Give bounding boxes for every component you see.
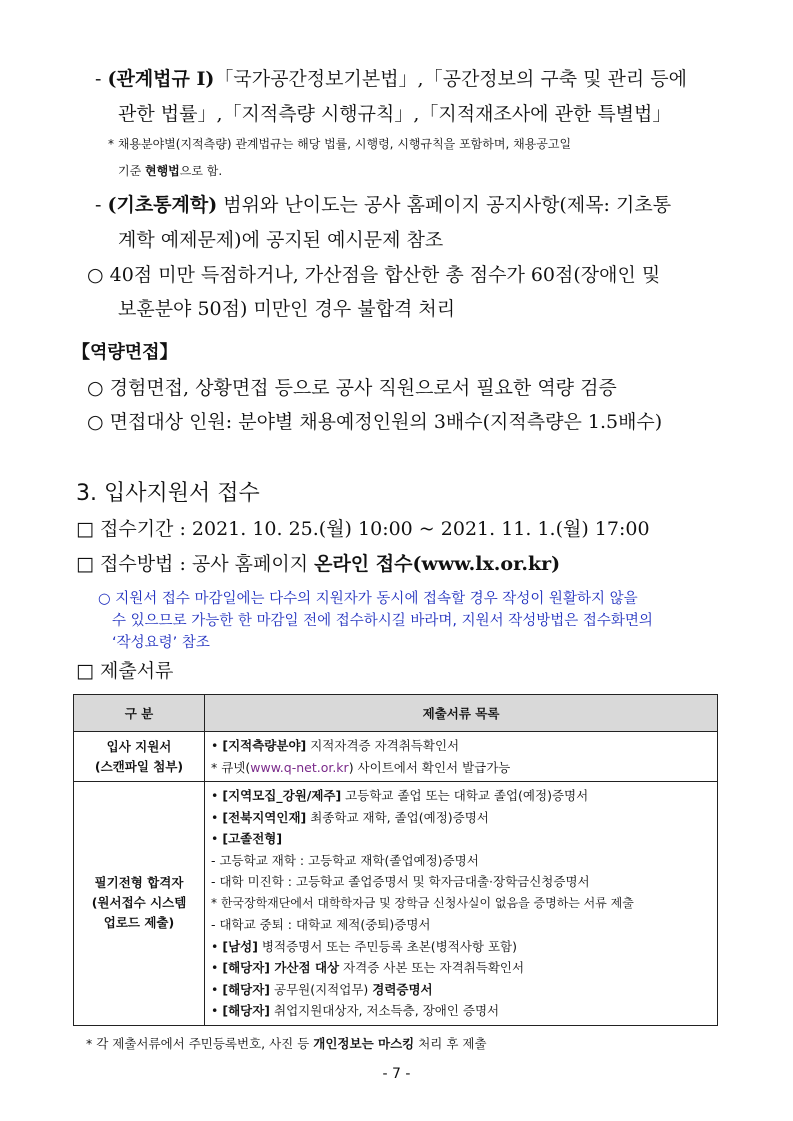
laws-line-2: 관한 법률」,「지적측량 시행규칙」,「지적재조사에 관한 특별법」 — [118, 103, 672, 125]
category-written-pass: 필기전형 합격자 (원서접수 시스템 업로드 제출) — [74, 782, 205, 1026]
online-application-link[interactable]: 온라인 접수(www.lx.or.kr) — [314, 553, 561, 575]
laws-note-1: * 채용분야별(지적측량) 관계법규는 해당 법률, 시행령, 시행규칙을 포함하며, 채용공고일 — [108, 137, 572, 151]
notice-line-2: 수 있으므로 가능한 한 마감일 전에 접수하시길 바라며, 지원서 작성방법은 접수화면의 — [112, 613, 653, 629]
current-law-emphasis: 현행법 — [145, 164, 180, 178]
docs-heading: □ 제출서류 — [76, 660, 174, 682]
list-item: * 큐넷(www.q-net.or.kr) 사이트에서 확인서 발급가능 — [211, 759, 511, 775]
interview-bullet-2: ○ 면접대상 인원: 분야별 채용예정인원의 3배수(지적측량은 1.5배수) — [87, 411, 663, 433]
section-title: 3. 입사지원서 접수 — [76, 481, 260, 506]
written-pass-items — [205, 782, 718, 1026]
list-item: - 대학 미진학 : 고등학교 졸업증명서 및 학자금대출·장학금신청증명서 — [211, 874, 590, 889]
laws-text: 「국가공간정보기본법」,「공간정보의 구축 및 관리 등에 — [214, 68, 688, 90]
documents-table — [73, 694, 718, 1026]
list-item: • [해당자] 공무원(지적업무) 경력증명서 — [211, 981, 433, 997]
list-item: • [해당자] 가산점 대상 자격증 사본 또는 자격취득확인서 — [211, 960, 525, 975]
laws-label: (관계법규 I) — [107, 68, 215, 90]
notice-line-3: ‘작성요령’ 참조 — [112, 635, 210, 651]
list-item: • [남성] 병적증명서 또는 주민등록 초본(병적사항 포함) — [211, 938, 517, 954]
notice-line-1: ○ 지원서 접수 마감일에는 다수의 지원자가 동시에 접속할 경우 작성이 원활하지 않을 — [98, 591, 638, 607]
method-line: □ 접수방법 : 공사 홈페이지 온라인 접수(www.lx.or.kr) — [76, 553, 561, 575]
list-item: • [전북지역인재] 최종학교 재학, 졸업(예정)증명서 — [211, 809, 489, 825]
category-application: 입사 지원서 (스캔파일 첨부) — [74, 732, 205, 782]
table-row — [74, 782, 718, 1026]
period-line: □ 접수기간 : 2021. 10. 25.(월) 10:00 ~ 2021. 11. 1.(월) 17:00 — [76, 518, 650, 540]
list-item: • [해당자] 취업지원대상자, 저소득층, 장애인 증명서 — [211, 1003, 500, 1018]
fail-line-2: 보훈분야 50점) 미만인 경우 불합격 처리 — [118, 298, 456, 320]
masking-emphasis: 개인정보는 마스킹 — [313, 1036, 415, 1051]
interview-heading: 【역량면접】 — [72, 342, 178, 363]
table-header-row — [74, 695, 718, 732]
header-document-list: 제출서류 목록 — [205, 695, 718, 732]
list-item: - 고등학교 재학 : 고등학교 재학(졸업예정)증명서 — [211, 852, 479, 868]
table-row — [74, 732, 718, 782]
laws-note-2: 기준 현행법으로 함. — [118, 164, 223, 178]
fail-line-1: ○ 40점 미만 득점하거나, 가산점을 합산한 총 점수가 60점(장애인 및 — [87, 264, 661, 286]
header-category: 구 분 — [74, 695, 205, 732]
application-items — [205, 732, 718, 782]
laws-line-1 — [95, 64, 687, 91]
interview-bullet-1: ○ 경험면접, 상황면접 등으로 공사 직원으로서 필요한 역량 검증 — [87, 377, 617, 399]
list-item: • [지적측량분야] 지적자격증 자격취득확인서 — [211, 738, 460, 753]
table-footnote: * 각 제출서류에서 주민등록번호, 사진 등 개인정보는 마스킹 처리 후 제출 — [86, 1036, 487, 1051]
page-number: - 7 - — [382, 1066, 411, 1082]
list-item: * 한국장학재단에서 대학학자금 및 장학금 신청사실이 없음을 증명하는 서류 제출 — [211, 895, 634, 910]
list-item: • [고졸전형] — [211, 831, 283, 846]
stat-label: (기초통계학) — [107, 194, 218, 216]
dash: - — [95, 68, 108, 90]
qnet-link[interactable]: www.q-net.or.kr — [250, 759, 349, 775]
stat-line-2: 계학 예제문제)에 공지된 예시문제 참조 — [118, 229, 444, 251]
list-item: - 대학교 중퇴 : 대학교 제적(중퇴)증명서 — [211, 917, 431, 932]
list-item: • [지역모집_강원/제주] 고등학교 졸업 또는 대학교 졸업(예정)증명서 — [211, 788, 589, 803]
stat-line-1: - (기초통계학) 범위와 난이도는 공사 홈페이지 공지사항(제목: 기초통 — [95, 194, 672, 216]
